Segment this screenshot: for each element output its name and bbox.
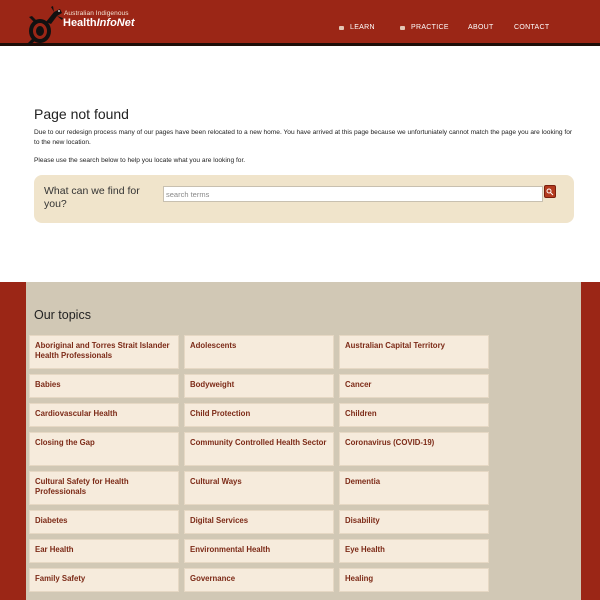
nav-learn[interactable] <box>339 24 375 31</box>
topic-tile[interactable]: Bodyweight <box>184 374 334 398</box>
topic-tile[interactable]: Closing the Gap <box>29 432 179 466</box>
nav-practice-label: PRACTICE <box>411 24 449 31</box>
topic-tile[interactable]: Ear Health <box>29 539 179 563</box>
topic-tile[interactable]: Diabetes <box>29 510 179 534</box>
nav-practice[interactable] <box>400 24 449 31</box>
topic-tile[interactable]: Adolescents <box>184 335 334 369</box>
nav-marker-icon <box>400 26 405 30</box>
topic-tile[interactable]: Coronavirus (COVID-19) <box>339 432 489 466</box>
topic-tile[interactable]: Children <box>339 403 489 427</box>
topic-tile[interactable]: Cultural Safety for Health Professionals <box>29 471 179 505</box>
topic-tile[interactable]: Disability <box>339 510 489 534</box>
lizard-icon[interactable] <box>24 4 66 48</box>
logo-word-infonet: InfoNet <box>96 17 135 29</box>
topic-tile[interactable]: Australian Capital Territory <box>339 335 489 369</box>
logo-wordmark[interactable] <box>63 17 135 29</box>
topic-tile[interactable]: Child Protection <box>184 403 334 427</box>
topic-tile[interactable]: Aboriginal and Torres Strait Islander Health Professionals <box>29 335 179 369</box>
topic-tile[interactable]: Community Controlled Health Sector <box>184 432 334 466</box>
topic-tile[interactable]: Cultural Ways <box>184 471 334 505</box>
site-header <box>0 0 600 46</box>
topic-tile[interactable]: Digital Services <box>184 510 334 534</box>
search-panel <box>34 175 574 223</box>
search-button[interactable] <box>544 185 556 198</box>
topic-tile[interactable]: Cardiovascular Health <box>29 403 179 427</box>
search-label: What can we find for you? <box>44 185 140 210</box>
topic-tile[interactable]: Governance <box>184 568 334 592</box>
topic-tile[interactable]: Family Safety <box>29 568 179 592</box>
page-title: Page not found <box>34 106 129 122</box>
nav-contact-label: CONTACT <box>514 24 550 31</box>
search-instruction: Please use the search below to help you locate what you are looking for. <box>34 157 246 164</box>
not-found-message: Due to our redesign process many of our pages have been relocated to a new home. You have arrived at this page because we unfortuniately cannot match the page you are looking for to the new location. <box>34 129 573 146</box>
topic-tile[interactable]: Dementia <box>339 471 489 505</box>
main-content <box>0 49 600 282</box>
topic-tile[interactable]: Eye Health <box>339 539 489 563</box>
nav-about-label: ABOUT <box>468 24 494 31</box>
topic-tile[interactable]: Cancer <box>339 374 489 398</box>
topic-tile[interactable]: Environmental Health <box>184 539 334 563</box>
nav-marker-icon <box>339 26 344 30</box>
logo-tagline: Australian Indigenous <box>64 10 129 17</box>
search-input[interactable] <box>163 186 543 202</box>
topic-tile[interactable]: Healing <box>339 568 489 592</box>
nav-learn-label: LEARN <box>350 24 375 31</box>
nav-contact[interactable] <box>514 24 549 31</box>
topics-heading: Our topics <box>34 308 91 322</box>
topic-tile[interactable]: Babies <box>29 374 179 398</box>
nav-about[interactable] <box>468 24 494 31</box>
logo-word-health: Health <box>63 17 97 29</box>
topics-grid <box>29 335 491 597</box>
search-icon <box>546 188 554 196</box>
